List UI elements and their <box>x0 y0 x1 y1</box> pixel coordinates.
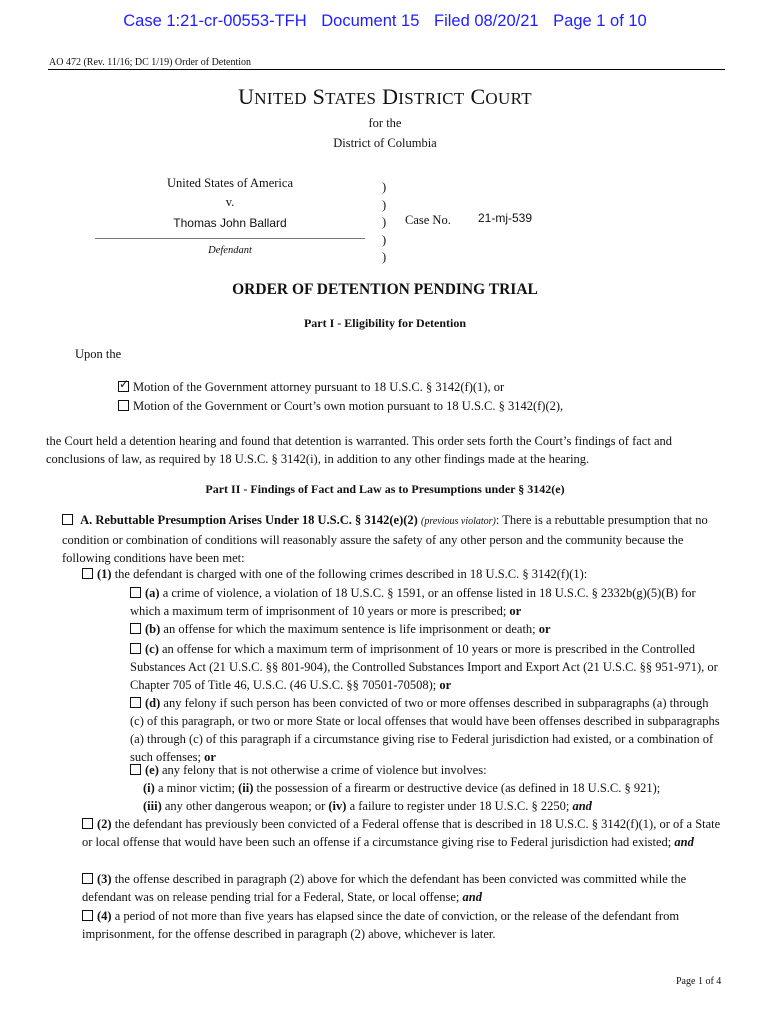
item1e-checkbox[interactable] <box>130 764 141 775</box>
motion1-checkbox[interactable] <box>118 381 129 392</box>
item-1b: (b) an offense for which the maximum sentence is life imprisonment or death; or <box>130 620 724 638</box>
for-the: for the <box>368 116 402 130</box>
section-a-checkbox[interactable] <box>62 514 73 525</box>
item3-checkbox[interactable] <box>82 873 93 884</box>
defendant-name-field[interactable]: Thomas John Ballard <box>173 216 287 230</box>
stamp-filed: Filed 08/20/21 <box>433 12 539 30</box>
finding-paragraph: the Court held a detention hearing and found that detention is warranted. This order sets forth the Court’s findings of fact and conclusions of law, as required by 18 U.S.C. § 3142(i), in addition to any other findings made at the hearing. <box>46 434 673 466</box>
stamp-case: Case 1:21-cr-00553-TFH <box>123 12 307 30</box>
court-title: UNITED STATES DISTRICT COURT <box>238 84 532 109</box>
item-4: (4) a period of not more than five years has elapsed since the date of conviction, or the release of the defendant from imprisonment, for the offense described in paragraph (2) above, whichever is later. <box>82 909 680 941</box>
item1b-checkbox[interactable] <box>130 623 141 634</box>
defendant-rule <box>95 238 365 239</box>
plaintiff: United States of America <box>166 176 293 190</box>
form-id: AO 472 (Rev. 11/16; DC 1/19) Order of Detention <box>49 57 252 68</box>
part1-heading: Part I - Eligibility for Detention <box>303 316 467 330</box>
stamp-page: Page 1 of 10 <box>553 12 647 30</box>
item1c-checkbox[interactable] <box>130 643 141 654</box>
motion-court: Motion of the Government or Court’s own motion pursuant to 18 U.S.C. § 3142(f)(2), <box>118 399 563 414</box>
upon-the: Upon the <box>75 347 122 361</box>
item-1c: (c) an offense for which a maximum term of imprisonment of 10 years or more is prescribed in the Controlled Substances Act (21 U.S.C. §§ 801-904), the Controlled Substances Import and Export Act (21 U.S.C. §§ 951-971), or Chapter 705 of Title 46, U.S.C. (46 U.S.C. §§ 70501-70508); or <box>130 642 718 692</box>
item-1: (1) the defendant is charged with one of the following crimes described in 18 U.S.C. § 3142(f)(1): <box>82 565 722 583</box>
item4-checkbox[interactable] <box>82 910 93 921</box>
part2-heading: Part II - Findings of Fact and Law as to Presumptions under § 3142(e) <box>205 482 565 496</box>
order-title: ORDER OF DETENTION PENDING TRIAL <box>232 281 538 298</box>
header-rule <box>48 69 725 70</box>
item1-checkbox[interactable] <box>82 568 93 579</box>
motion-government: ✓Motion of the Government attorney pursuant to 18 U.S.C. § 3142(f)(1), or <box>118 380 504 395</box>
motion2-checkbox[interactable] <box>118 400 129 411</box>
item-1a: (a) a crime of violence, a violation of 18 U.S.C. § 1591, or an offense listed in 18 U.S.C. § 2332b(g)(5)(B) for which a maximum term of imprisonment of 10 years or more is prescribed; or <box>130 586 696 618</box>
defendant-label: Defendant <box>208 245 252 256</box>
item2-checkbox[interactable] <box>82 818 93 829</box>
item-2: (2) the defendant has previously been convicted of a Federal offense that is described in 18 U.S.C. § 3142(f)(1), or of a State or local offense that would have been such an offense if a circumstance giving rise to Federal jurisdiction had existed; and <box>82 817 721 849</box>
case-caption <box>95 176 365 256</box>
stamp-document: Document 15 <box>321 12 420 30</box>
case-no-label: Case No. <box>405 213 451 227</box>
item-1d: (d) any felony if such person has been convicted of two or more offenses described in subparagraphs (a) through (c) of this paragraph, or two or more State or local offenses that would have been offenses described in subparagraphs (a) through (c) of this paragraph if a circumstance giving rise to Federal jurisdiction had existed, or a combination of such offenses; or <box>130 696 720 764</box>
item-1e-details: (i) a minor victim; (ii) the possession of a firearm or destructive device (as defined in 18 U.S.C. § 921); (iii) any other dangerous weapon; or (iv) a failure to register under 18 U.S.C. § 2250; and <box>143 781 661 813</box>
item1d-checkbox[interactable] <box>130 697 141 708</box>
item1a-checkbox[interactable] <box>130 587 141 598</box>
filing-stamp <box>0 12 770 31</box>
district-name: District of Columbia <box>333 136 437 150</box>
item-1e: (e) any felony that is not otherwise a crime of violence but involves: <box>130 761 724 779</box>
versus: v. <box>225 195 235 209</box>
section-a: A. Rebuttable Presumption Arises Under 18 U.S.C. § 3142(e)(2) (previous violator): There is a rebuttable presumption that no condition or combination of conditions will reasonably assure the safety of any other person and the community because the following conditions have been met: <box>62 513 708 565</box>
caption-parens: ) ) ) ) ) <box>382 180 387 264</box>
case-no-field[interactable]: 21-mj-539 <box>478 211 533 225</box>
page-footer: Page 1 of 4 <box>676 976 722 987</box>
item-3: (3) the offense described in paragraph (2) above for which the defendant has been convicted was committed while the defendant was on release pending trial for a Federal, State, or local offense; and <box>82 872 687 904</box>
